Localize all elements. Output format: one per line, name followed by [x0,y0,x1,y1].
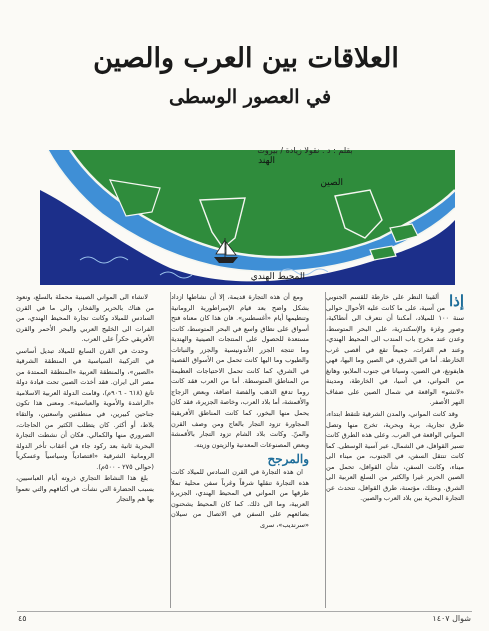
footer-rule [17,611,472,612]
map-label-ocean: المحيط الهندي [250,272,305,282]
article-body [17,292,464,608]
paragraph: بلغ هذا النشاط التجاري ذروته أيام العباسيين، بسبب الحضارة التي نشأت في أكنافهم والتي نعموا بها هم والتجار [16,474,154,504]
paragraph: ان هذه التجارة في القرن السادس للميلاد كانت هذه التجارة تنقلها شرقاً وغرباً سفن محلية تملأ طرقها من المواني في المحيط الهندي، الجزيرة العربية، وما الى ذلك. كما كان المحيط يشحنون بضائعهم على السفن في الاتصال من سيلان «سرنديب»، سرى [171,468,309,529]
article-byline: بقلم : د . نقولا زيادة / بيروت [257,146,353,155]
trade-map-illustration [40,150,455,285]
paragraph: وقد كانت المواني، والمدن الشرقية تلتقط ابتداء، طرق تجارية، برية وبحرية، تخرج منها وتصل المواني الواقعة في العرب. وعلى هذه الطرق كانت تسير القوافل، في الشمال، عبر آسية الوسطى. كما كانت تنتقل السفن، في الجنوب، من ميناء الى ميناء، وكانت السفن، شأن القوافل، تحمل من الصين الحرير غيرا والكثير من السلع العربية الى الشرق. ومثلك، مؤتمنة، طرق القوافل، تتحدث عن التجارة البحرية بين بلاد العرب والصين. [326,410,464,503]
map-label-china: الصين [320,178,343,188]
drop-cap: إذا [448,292,464,310]
article-title: العلاقات بين العرب والصين [93,43,399,74]
page-number: ٤٥ [18,614,27,623]
article-subtitle: في العصور الوسطى [168,86,332,108]
text-column-2 [171,292,309,608]
issue-date: شوال ١٤٠٧ [432,614,471,623]
text-column-3 [16,292,154,608]
section-lead-word: والمرجح [267,452,309,467]
text-column-1 [326,292,464,608]
map-label-india: الهند [258,156,275,166]
map-graphic [40,150,455,285]
island-1 [390,224,418,242]
paragraph: وحدث في القرن السابع للميلاد تبديل أساسي في التركيبة السياسية في المنطقة الشرقية «الصين»، والمنطقة العربية «المنطقة الممتدة من مصر الى ايران. فقد أخذت الصين تحت قيادة دولة تانغ (٦١٨ - ٩٠٦م)، وقامت الدولة العربية الاسلامية «الراشدة والأموية والعباسية». ومعنى هذا تكون جناحين كبيرين، في منطقتين واسعتين، والتقاء بلاط، أو أكثر. كان يتطلب الكثير من الحاجات، الضروري منها والكمالي. فكان أن نشطت التجارة البحرية ثانية بعد ركود جاء في أعقاب تأخر الدولة الرومانية الشرقية «اقتصادياً وسياسياً وعسكرياً (حوالى ٢٧٥ - ٥٠٠م). [16,346,154,471]
paragraph: لانشاء الى المواني الصينية محملة بالسلع، ونعود من هناك بالحرير والفخار، والى ما في القرن السادس للميلاد وكانت تجارة المحيط الهندي، من الفرات الى الخليج العربي والبحر الأحمر والقرن الأفريقي حكراً على العرب. [16,293,154,344]
paragraph: ألقينا النظر على خارطة للقسم الجنوبي من آسية، على ما كانت عليه الأحوال حوالى سنة ١٠٠ للميلاد، أمكننا أن نتعرف الى أنطاكية، وصور وغزة والإسكندرية، على البحر المتوسط، وعدن عند مخرج باب المندب الى المحيط الهندي، وعند فم الفرات، جميعاً تقع في أقصى غرب الخارطة. أما في الشرق، في الصين وما اليها، فهي هايفونغ، في الصين، وسيانا في جنوب الملايو، وهانغ من المواني، في آسيا، في الخارطة، ومدينة «لانشو» الواقعة في شمال الصين على ضفاف النهر الأصفر. [326,293,464,407]
paragraph: ومع أن هذه التجارة قديمة، إلا أن نشاطها ازداد بشكل واضح بعد قيام الإمبراطورية الرومانية وتنظيمها أيام «أغسطس». فان هذا كان معناه فتح أسواق على نطاق واسع في البحر المتوسط، كانت مستعدة للحصول على المنتجات الصينية والهندية وما تنتجه الجزر الأندونيسية والجزر والنباتات والطيوب وما اليها كانت تحمل من الأسواق القصية في الشرق، كما كانت تحمل الاحتياجات العظيمة من المناطق المتوسطة. أما من العرب فقد كانت روما تدفع الذهب والفضة اضافة، وبعض الزجاج والأقمشة، أما بلاد العرب، وخاصة الجزيرة، فقد كان يحمل منها البخور، كما كانت المناطق الأفريقية المجاورة تزود التجار بالعاج ومن وصف القرن والمنّ. وكانت بلاد الشام تزود التجار بالأقمشة وبعض المصنوعات المعدنية والزيتون وزيته. [171,293,309,449]
